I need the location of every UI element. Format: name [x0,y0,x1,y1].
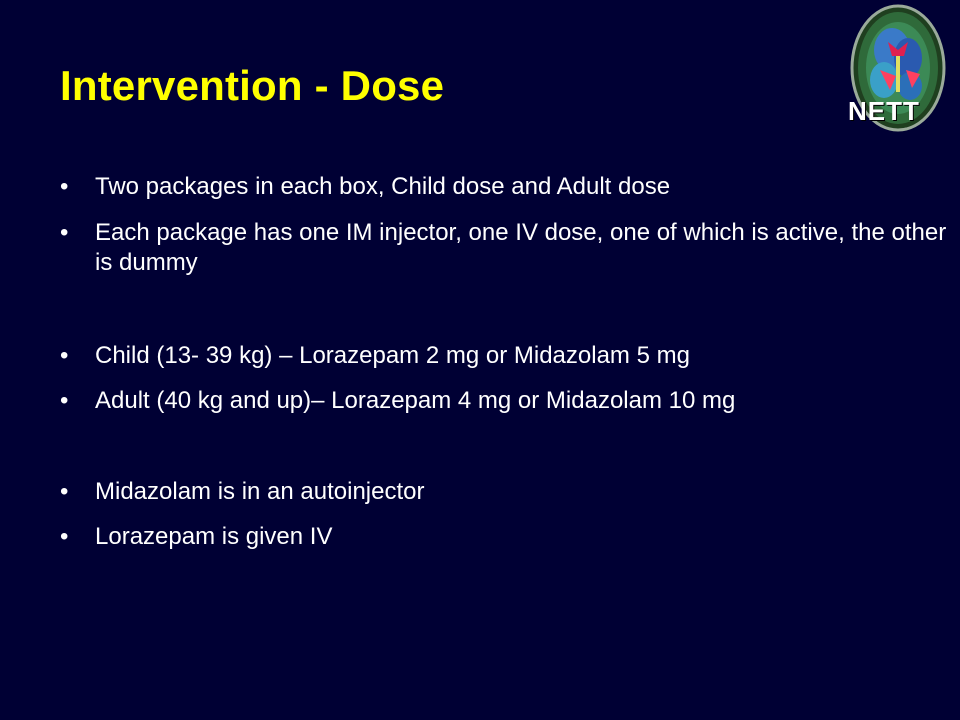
bullet-dot: • [60,173,69,200]
logo-text: NETT [848,96,920,126]
bullet-text: Adult (40 kg and up)– Lorazepam 4 mg or Midazolam 10 mg [95,387,736,414]
bullet-item [60,386,955,416]
bullet-item [60,522,955,552]
slide-title: Intervention - Dose [60,62,445,109]
bullet-item [60,341,955,371]
bullet-item [60,172,955,202]
bullet-text: Midazolam is in an autoinjector [95,478,425,505]
bullet-dot: • [60,387,69,414]
bullet-text: Lorazepam is given IV [95,523,333,550]
bullet-list [60,172,955,552]
nett-logo [840,0,960,140]
bullet-dot: • [60,219,69,246]
bullet-item [60,218,955,278]
bullet-text: Each package has one IM injector, one IV dose, one of which is active, the other is dummy [95,219,947,276]
bullet-text: Child (13- 39 kg) – Lorazepam 2 mg or Midazolam 5 mg [95,342,690,369]
bullet-dot: • [60,342,69,369]
bullet-item [60,477,955,507]
bullet-text: Two packages in each box, Child dose and Adult dose [95,173,671,200]
bullet-dot: • [60,478,69,505]
bullet-dot: • [60,523,69,550]
